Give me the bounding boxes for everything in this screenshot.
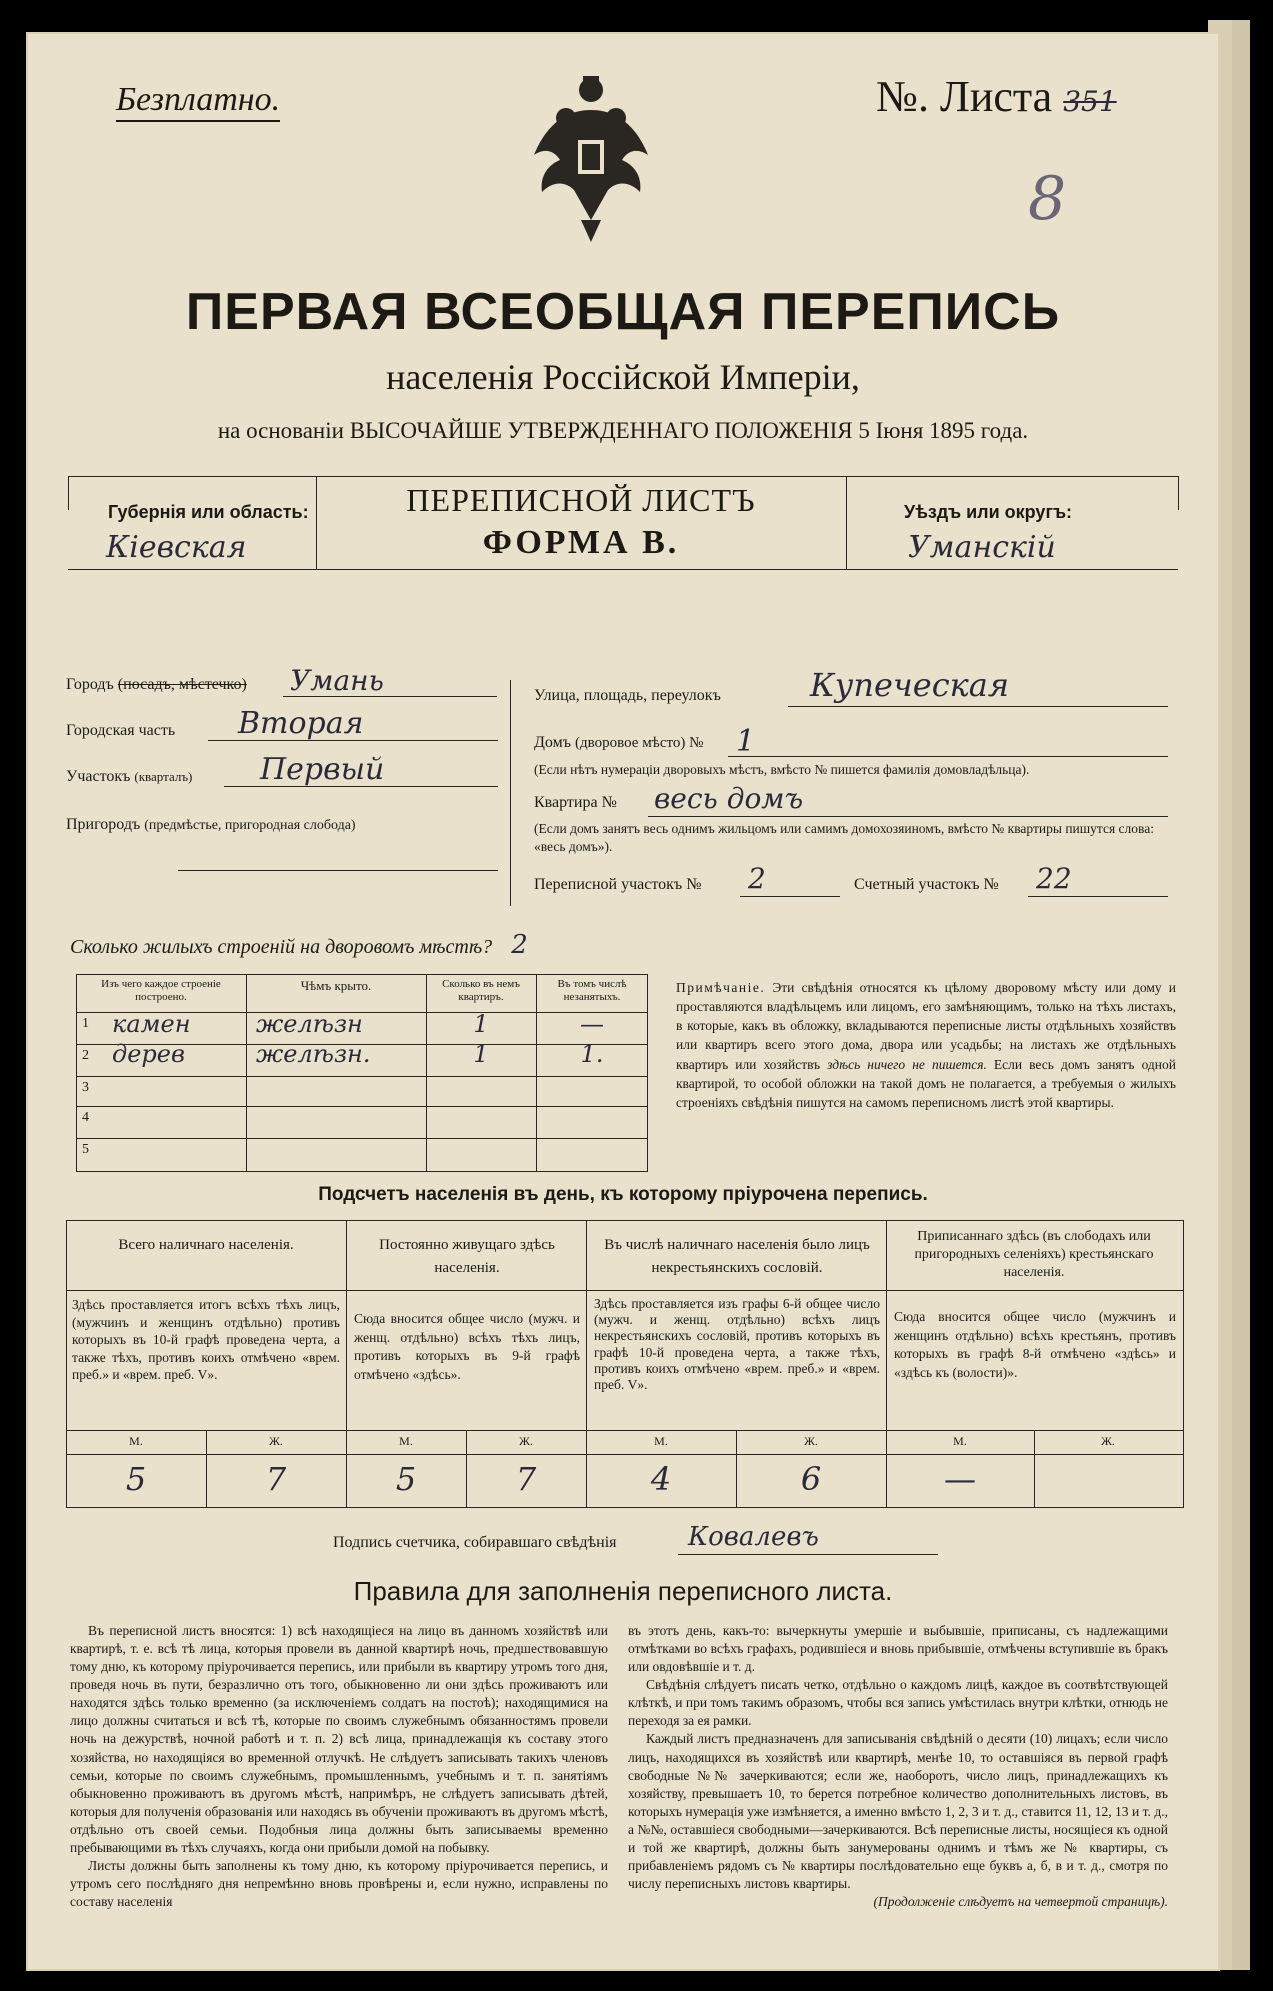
street-label: Улица, площадь, переулокъ [534,687,721,704]
female-label: Ж. [519,1434,533,1448]
column-head: Въ числѣ наличнаго населенія было лицъ некрестьянскихъ сословій. [604,1237,870,1277]
female-label: Ж. [269,1434,283,1448]
part-value: Вторая [238,706,364,741]
note-text-a: Эти свѣдѣнія относятся къ цѣлому дворовому мѣсту или дому и проставляются владѣльцемъ или лицомъ, его замѣняющимъ, только на тѣхъ листахъ, в которые, какъ въ обложку, вкладываются переписные листы отдѣльныхъ хозяйствъ или квартиръ всего этого дома, двора или усадьбы; на листахъ же отдѣльныхъ квартиръ или хозяйствъ [676,980,1176,1072]
district-label: Участокъ [66,768,131,785]
row-material: дерев [112,1040,185,1068]
buildings-question [70,930,528,960]
rules-left-text: Въ переписной листъ вносятся: 1) всѣ находящіеся на лицо въ данномъ хозяйствѣ или квартирѣ, т. е. всѣ тѣ лица, которыя провели въ данной квартирѣ ночь, предшествовавшую тому дню, къ которому пріурочивается перепись, или прибыли въ квартиру утромъ того дня, проведя ночь въ пути, безразлично отъ того, обыкновенно ли они здѣсь проживаютъ или находятся здѣсь только временно (за исключеніемъ солдатъ на постоѣ); находящимися на лицо должны считаться и всѣ тѣ, которые по своимъ служебнымъ обязанностямъ провели ночь на дежурствѣ, ночной работѣ и т. п. 2) всѣ лица, принадлежащія къ составу этого хозяйства, но находящіяся во временной отлучкѣ. Не слѣдуетъ записывать такихъ членовъ семьи, которые по своимъ служебнымъ, промышленнымъ, учебнымъ и т. п. занятіямъ обыкновенно проживаютъ въ другомъ мѣстѣ, напримѣръ, не слѣдуетъ записывать дѣтей, которыя для полученія образованія или находясь въ обученіи проживаютъ въ другомъ мѣстѣ, отдѣльно отъ своей семьи. Подобныя лица должны быть записываемы временно пребывающими въ тѣхъ случаяхъ, когда они прибыли домой на побывку. [70,1623,608,1855]
house-note: (Если нѣтъ нумераціи дворовыхъ мѣстъ, вмѣсто № пишется фамилія домовладѣльца). [534,762,1030,777]
row-number: 2 [82,1048,89,1063]
part-label: Городская часть [66,722,176,739]
form-name: ПЕРЕПИСНОЙ ЛИСТЪ [406,482,756,518]
district-sub: (кварталъ) [134,769,193,784]
basis-line: на основаніи ВЫСОЧАЙШЕ УТВЕРЖДЕННАГО ПОЛОЖЕНІЯ 5 Іюня 1895 года. [217,418,1029,443]
suburb-label: Пригородъ [66,816,141,833]
city-label: Городъ [66,676,114,693]
subtitle: населенія Россійской Имперіи, [386,357,860,397]
population-title: Подсчетъ населенія въ день, къ которому пріурочена перепись. [318,1184,928,1205]
suburb-sub: (предмѣстье, пригородная слобода) [144,818,356,833]
row-apartments: 1 [473,1010,489,1038]
female-value: 6 [800,1460,822,1498]
house-sub: (дворовое мѣсто) № [575,735,704,751]
apartment-note: (Если домъ занятъ весь однимъ жильцомъ или самимъ домохозяиномъ, вмѣсто № квартиры пишутся слова: «весь домъ»). [534,821,1154,854]
rules-right-text-2: Свѣдѣнія слѣдуетъ писать четко, отдѣльно о каждомъ лицѣ, каждое въ соотвѣтствующей клѣткѣ, и при томъ такимъ образомъ, чтобы вся запись умѣстилась внутри клѣтки, отнюдь не переходя за ея рамки. [628,1677,1168,1729]
buildings-question-text: Сколько жилыхъ строеній на дворовомъ мѣстѣ? [70,936,493,958]
sheet-number-label: №. Листа [876,72,1053,121]
census-area-label: Переписной участокъ № [534,876,702,893]
male-label: М. [399,1434,413,1448]
uezd-value: Уманскій [908,530,1056,565]
row-apartments: 1 [473,1040,489,1068]
rules-right-column [628,1622,1168,1911]
signature-label: Подпись счетчика, собиравшаго свѣдѣнія [333,1534,617,1551]
gubernia-value: Кіевская [106,530,247,565]
female-label: Ж. [804,1434,818,1448]
double-headed-eagle-emblem [526,70,656,242]
buildings-answer: 2 [511,930,528,960]
male-value: 5 [395,1460,417,1498]
form-type: ФОРМА В. [482,524,680,561]
row-vacant: — [580,1010,604,1038]
buildings-header-vacant: Въ томъ числѣ незанятыхъ. [557,978,627,1004]
apartment-label: Квартира № [534,794,617,811]
column-head: Приписаннаго здѣсь (въ слободахъ или пригородныхъ селеніяхъ) крестьянскаго населенія. [914,1229,1154,1281]
buildings-note [676,978,1176,1112]
male-label: М. [129,1434,143,1448]
suburb-field [66,816,356,834]
row-number: 4 [82,1110,89,1125]
column-desc: Сюда вносится общее число (мужчинъ и женщинъ отдѣльно) всѣхъ крестьянъ, противъ которыхъ въ графѣ 8-й отмѣчено «здѣсь» и «здѣсь къ (волости)». [894,1309,1176,1380]
rules-right-text: въ этотъ день, какъ-то: вычеркнуты умершіе и выбывшіе, приписаны, съ надлежащими отмѣтками во всѣхъ графахъ, родившіеся и вновь прибывшіе, отмѣчены вступившіе въ бракъ или овдовѣвшіе и т. д. [628,1623,1168,1675]
district-value: Первый [260,752,385,787]
note-text-c: Если весь домъ занятъ одной квартирой, то особой обложки на такой домъ не полагается, а требуемыя о жилыхъ строеніяхъ свѣдѣнія пишутся на самомъ переписномъ листѣ этой квартиры. [676,1056,1176,1110]
count-area-label: Счетный участокъ № [854,876,999,893]
uezd-label: Уѣздъ или округъ: [904,502,1073,522]
row-vacant: 1. [580,1040,604,1068]
street-value: Купеческая [810,666,1010,704]
city-struck: (посадъ, мѣстечко) [117,676,247,693]
free-label: Безплатно. [116,80,280,122]
male-value: 4 [650,1460,672,1498]
house-value: 1 [736,724,756,759]
male-value: — [944,1460,976,1498]
female-label: Ж. [1101,1434,1115,1448]
column-head: Всего наличнаго населенія. [118,1237,294,1253]
main-title: ПЕРВАЯ ВСЕОБЩАЯ ПЕРЕПИСЬ [185,283,1061,341]
city-value: Умань [290,664,384,697]
column-desc: Сюда вносится общее число (мужч. и женщ. отдѣльно) всѣхъ тѣхъ лицъ, противъ которыхъ въ 9-й графѣ отмѣчено «здѣсь». [354,1311,580,1382]
census-area-value: 2 [748,862,766,895]
female-value: 7 [265,1460,287,1498]
male-label: М. [953,1434,967,1448]
buildings-header-apartments: Сколько въ немъ квартиръ. [442,978,520,1004]
row-number: 1 [82,1016,89,1031]
row-roof: желѣзн [256,1010,363,1038]
gubernia-label: Губернія или область: [108,502,309,522]
male-value: 5 [125,1460,147,1498]
district-field [66,768,192,786]
sheet-number [876,72,1117,127]
row-number: 3 [82,1080,89,1095]
note-title: Примѣчаніе. [676,980,766,995]
house-label: Домъ [534,734,572,751]
rules-title: Правила для заполненія переписного листа. [353,1576,893,1606]
census-sheet [28,34,1218,1969]
count-area-value: 22 [1036,862,1072,895]
corner-mark: 8 [1028,164,1067,234]
note-text-b: здѣсь ничего не пишется. [827,1056,987,1072]
paper-edge [1232,20,1250,1970]
buildings-header-material: Изъ чего каждое строеніе построено. [101,978,221,1004]
row-number: 5 [82,1142,89,1157]
column-head: Постоянно живущаго здѣсь населенія. [379,1237,555,1277]
sheet-number-value: 351 [1063,85,1117,118]
buildings-header-roof: Чѣмъ крыто. [300,978,372,993]
rules-left-column [70,1622,608,1911]
signature-value: Ковалевъ [688,1522,819,1552]
rules-continued: (Продолженіе слѣдуетъ на четвертой страницѣ). [873,1894,1168,1910]
row-roof: желѣзн. [256,1040,371,1068]
male-label: М. [654,1434,668,1448]
column-desc: Здѣсь проставляется итогъ всѣхъ тѣхъ лицъ, (мужчинъ и женщинъ отдѣльно) противъ которыхъ въ 10-й графѣ проведена черта, а также тѣхъ, противъ коихъ отмѣчено «врем. преб.» и «врем. преб. V». [72,1297,340,1383]
rules-left-text-2: Листы должны быть заполнены къ тому дню, къ которому пріурочивается перепись, и утромъ сего послѣдняго дня непремѣнно вновь провѣрены и, если нужно, исправлены по составу населенія [70,1858,608,1910]
female-value: 7 [515,1460,537,1498]
row-material: камен [112,1010,191,1038]
apartment-value: весь домъ [654,782,804,815]
house-field [534,734,703,752]
rules-right-text-3: Каждый листъ предназначенъ для записыванія свѣдѣній о десяти (10) лицахъ; если число лицъ, находящихся въ хозяйствѣ или квартирѣ, менѣе 10, то оставшіяся въ первой графѣ свободные №№ зачеркиваются; если же, наоборотъ, число лицъ, принадлежащихъ къ хозяйству, превышаетъ 10, то берется потребное количество дополнительныхъ листовъ, въ которыхъ нумерація уже измѣняется, а именно вмѣсто 1, 2, 3 и т. д., ставится 11, 12, 13 и т. д., а №№, оставшіеся свободными—зачеркиваются. Всѣ переписные листы, носящіеся къ одной и той же квартирѣ, должны быть занумерованы однимъ и тѣмъ же № квартиры, съ прибавленіемъ рядомъ съ № квартиры послѣдовательно еще буквъ а, б, в и т. д., смотря по числу переписныхъ листовъ квартиры. [628,1731,1168,1892]
column-desc: Здѣсь проставляется изъ графы 6-й общее число (мужч. и женщ. отдѣльно) всѣхъ лицъ некрестьянскихъ сословій, противъ которыхъ въ графѣ 10-й проведена черта, а также тѣхъ, противъ коихъ отмѣчено «врем. преб.» и «врем. преб. V». [594,1296,880,1392]
